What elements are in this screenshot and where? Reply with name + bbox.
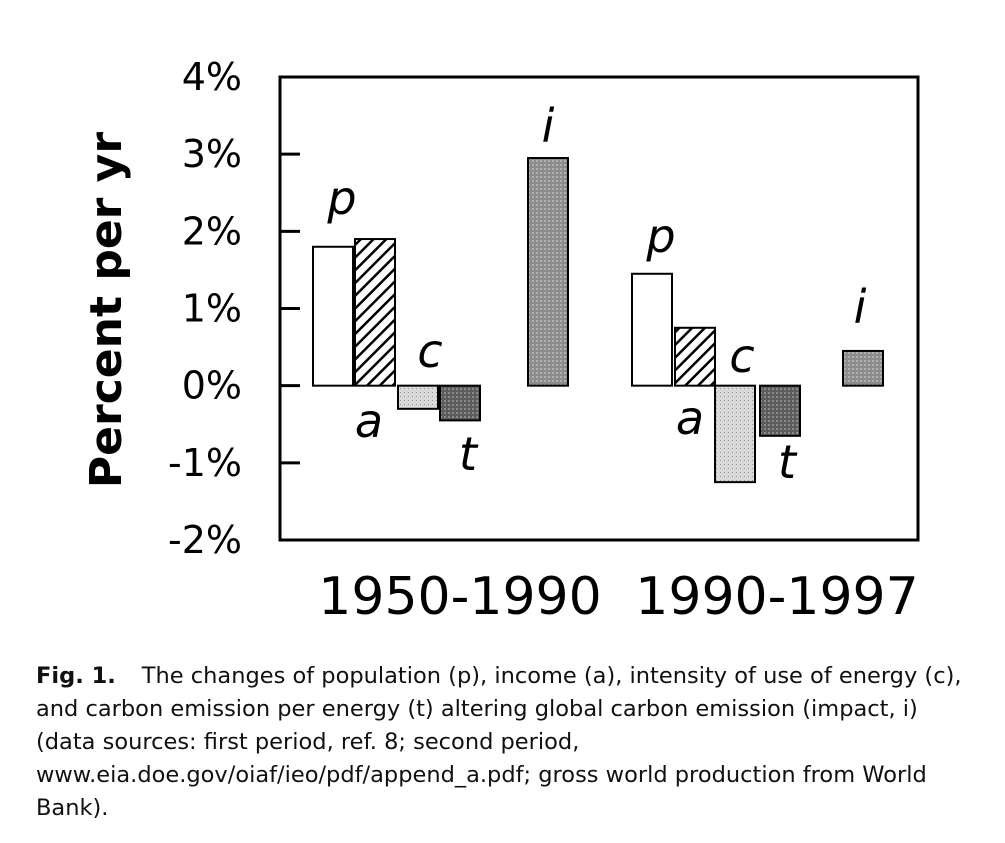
bar-a-1950-1990 (355, 239, 395, 386)
bar-p-1990-1997 (632, 274, 672, 386)
bar-label-c: c (729, 329, 755, 383)
bar-label-a: a (675, 391, 705, 445)
category-label-1950-1990: 1950-1990 (318, 567, 602, 627)
bar-label-t: t (777, 435, 797, 489)
y-tick-label: 3% (181, 132, 242, 177)
bar-t-1990-1997 (760, 386, 800, 436)
bar-p-1950-1990 (313, 247, 353, 386)
bar-label-t: t (458, 427, 478, 481)
bar-label-i: i (853, 280, 867, 334)
caption-text: The changes of population (p), income (a), intensity of use of energy (c), and carbon emission per energy (t) altering global carbon emission (impact, i) (data sources: first period, ref. 8; second period, www.eia.doe.gov/oiaf/ieo/pdf/append_a.pdf; gross world production from World Bank). (36, 663, 962, 821)
category-label-1990-1997: 1990-1997 (635, 567, 919, 627)
y-axis-label: Percent per yr (81, 131, 132, 489)
y-tick-label: -1% (168, 440, 242, 485)
bar-i-1990-1997 (843, 351, 883, 386)
caption-label: Fig. 1. (36, 663, 116, 689)
bar-a-1990-1997 (675, 328, 715, 386)
bar-i-1950-1990 (528, 158, 568, 386)
y-tick-label: -2% (168, 518, 242, 562)
y-tick-label: 2% (181, 209, 242, 254)
bar-label-p: p (646, 209, 676, 263)
y-tick-label: 0% (181, 363, 242, 408)
y-tick-label: 1% (181, 286, 242, 331)
bar-label-a: a (354, 394, 384, 448)
y-tick-label: 4% (181, 55, 242, 99)
bar-label-i: i (541, 99, 555, 153)
bar-label-p: p (327, 171, 357, 225)
bar-c-1990-1997 (715, 386, 755, 482)
bar-t-1950-1990 (440, 386, 480, 421)
bar-label-c: c (417, 324, 443, 378)
bars (313, 99, 883, 489)
bar-c-1950-1990 (398, 386, 438, 409)
figure-caption (36, 660, 976, 825)
